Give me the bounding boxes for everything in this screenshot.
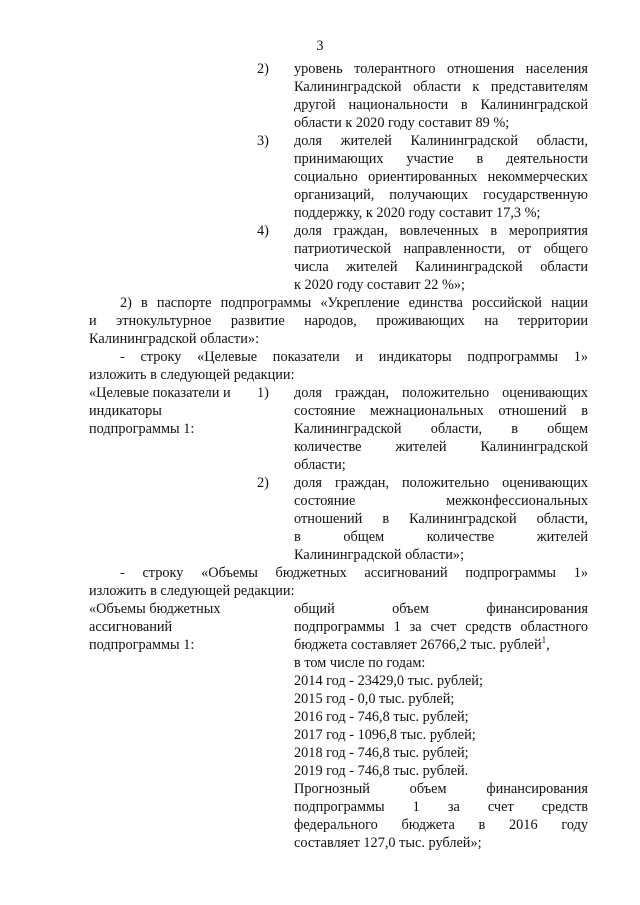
- text-line: Прогнозный объем финансирования: [294, 781, 588, 797]
- indicator-number: 3): [257, 133, 269, 149]
- target-text: [294, 474, 588, 564]
- text-line: состояние межнациональных отношений в: [294, 403, 588, 419]
- text-line: доля граждан, положительно оценивающих: [294, 475, 588, 491]
- text-line: «Целевые показатели и: [89, 385, 231, 401]
- text-line: отношений в Калининградской области,: [294, 511, 588, 527]
- text-line: принимающих участие в деятельности: [294, 151, 588, 167]
- text-line: индикаторы: [89, 403, 162, 419]
- year-line: 2014 год - 23429,0 тыс. рублей;: [294, 673, 483, 689]
- text-line: области;: [294, 457, 346, 473]
- footnote-mark: 1: [541, 635, 547, 646]
- text-line: [294, 636, 588, 654]
- text-line: в общем количестве жителей: [294, 529, 588, 545]
- year-line: 2017 год - 1096,8 тыс. рублей;: [294, 727, 476, 743]
- text-line: поддержку, к 2020 году составит 17,3 %;: [294, 205, 541, 221]
- targets-label: [89, 384, 249, 438]
- text-line: Калининградской области»:: [89, 331, 260, 347]
- text-line: изложить в следующей редакции:: [89, 367, 295, 383]
- text-line: подпрограммы 1 за счет средств областного: [294, 619, 588, 635]
- text-line: - строку «Объемы бюджетных ассигнований подпрограммы 1»: [120, 565, 588, 581]
- text-line: в том числе по годам:: [294, 655, 426, 671]
- text-line: количестве жителей Калининградской: [294, 439, 588, 455]
- text-line: числа жителей Калининградской области: [294, 259, 588, 275]
- text-line: изложить в следующей редакции:: [89, 583, 295, 599]
- text-line: области к 2020 году составит 89 %;: [294, 115, 510, 131]
- paragraph-row2: [89, 564, 588, 600]
- year-line: 2018 год - 746,8 тыс. рублей;: [294, 745, 469, 761]
- indicator-number: 4): [257, 223, 269, 239]
- text-line: состояние межконфессиональных: [294, 493, 588, 509]
- year-line: 2015 год - 0,0 тыс. рублей;: [294, 691, 455, 707]
- text-line: другой национальности в Калининградской: [294, 97, 588, 113]
- text-line: общий объем финансирования: [294, 601, 588, 617]
- text-line: доля жителей Калининградской области,: [294, 133, 588, 149]
- indicator-text: [294, 132, 588, 222]
- text-line: Калининградской области»;: [294, 547, 465, 563]
- text-line: ассигнований: [89, 619, 173, 635]
- year-line: 2016 год - 746,8 тыс. рублей;: [294, 709, 469, 725]
- funding-total: бюджета составляет 26766,2 тыс. рублей: [294, 637, 542, 653]
- indicator-number: 2): [257, 61, 269, 77]
- text-line: 2) в паспорте подпрограммы «Укрепление единства российской нации: [120, 295, 588, 311]
- text-line: составляет 127,0 тыс. рублей»;: [294, 835, 482, 851]
- paragraph-row1: [89, 348, 588, 384]
- year-line: 2019 год - 746,8 тыс. рублей.: [294, 763, 469, 779]
- text-line: подпрограммы 1 за счет средств: [294, 799, 588, 815]
- text-line: «Объемы бюджетных: [89, 601, 221, 617]
- text-line: подпрограммы 1:: [89, 637, 195, 653]
- text-line: доля граждан, положительно оценивающих: [294, 385, 588, 401]
- indicator-text: [294, 222, 588, 294]
- text-line: подпрограммы 1:: [89, 421, 195, 437]
- target-number: 2): [257, 475, 269, 491]
- text-line: патриотической направленности, от общего: [294, 241, 588, 257]
- text-line: Калининградской области, в общем: [294, 421, 588, 437]
- text-line: организаций, получающих государственную: [294, 187, 588, 203]
- target-text: [294, 384, 588, 474]
- target-number: 1): [257, 385, 269, 401]
- text-line: федерального бюджета в 2016 году: [294, 817, 588, 833]
- paragraph-2: [89, 294, 588, 348]
- text-line: Калининградской области к представителям: [294, 79, 588, 95]
- page-number: 3: [316, 38, 324, 54]
- text-line: социально ориентированных некоммерческих: [294, 169, 588, 185]
- text-punct: ,: [546, 637, 550, 653]
- text-line: доля граждан, вовлеченных в мероприятия: [294, 223, 588, 239]
- text-line: и этнокультурное развитие народов, проживающих на территории: [89, 313, 588, 329]
- funding-text: [294, 600, 588, 852]
- text-line: - строку «Целевые показатели и индикаторы подпрограммы 1»: [120, 349, 588, 365]
- text-line: уровень толерантного отношения населения: [294, 61, 588, 77]
- indicator-text: [294, 60, 588, 132]
- text-line: к 2020 году составит 22 %»;: [294, 277, 466, 293]
- funding-label: [89, 600, 249, 654]
